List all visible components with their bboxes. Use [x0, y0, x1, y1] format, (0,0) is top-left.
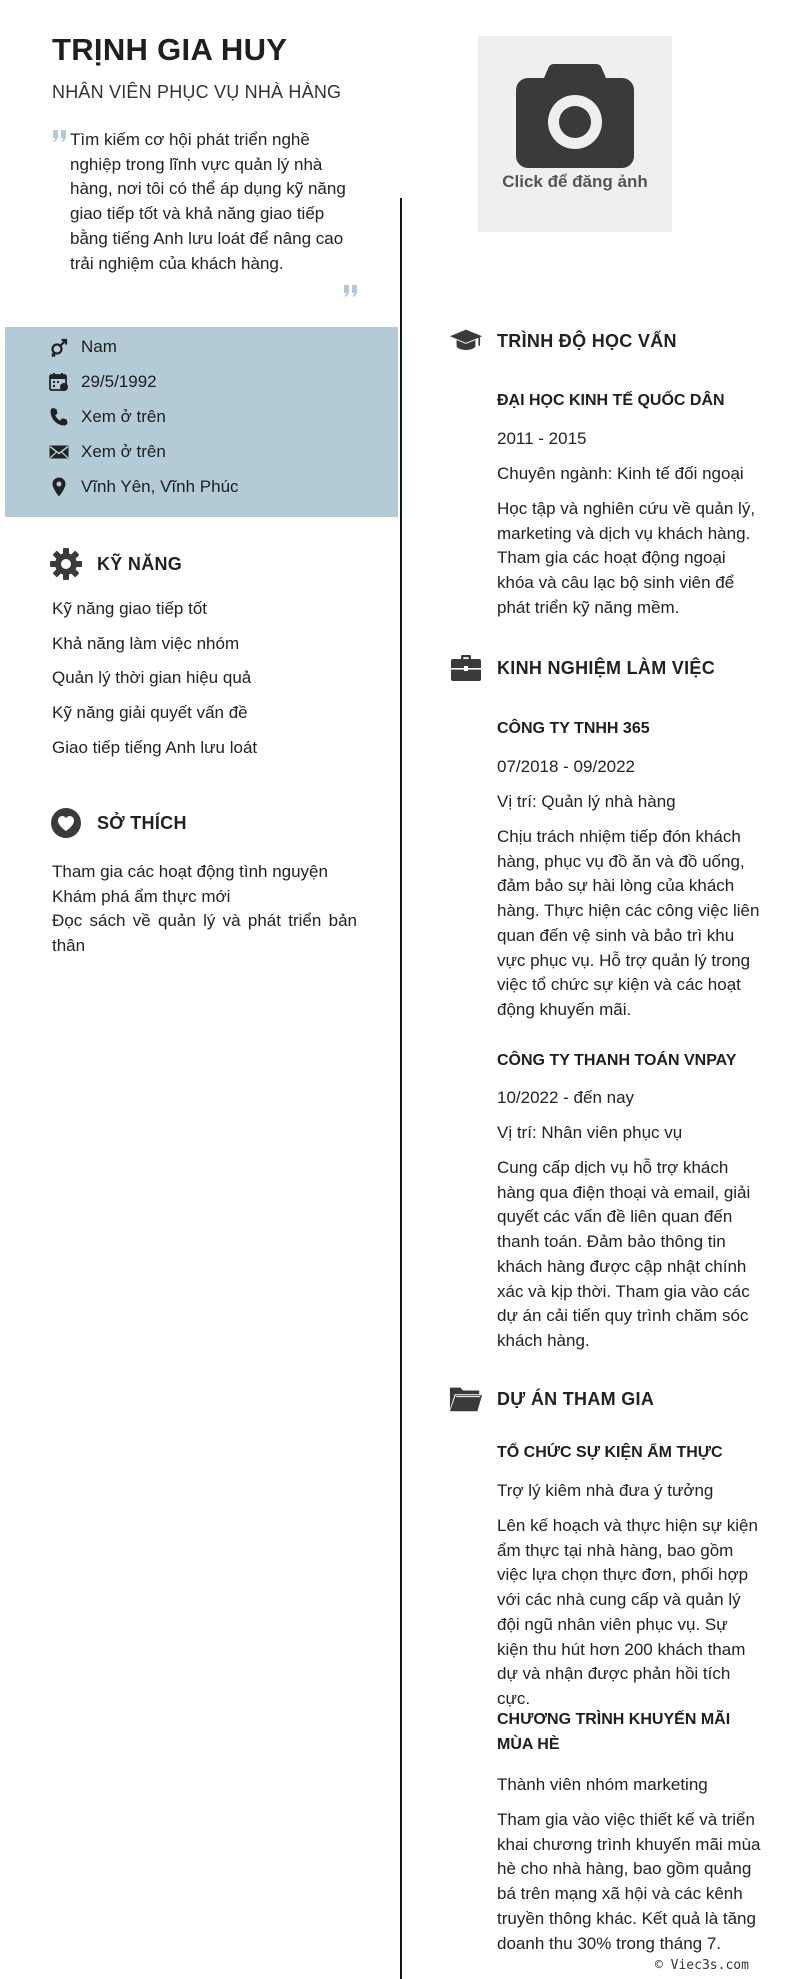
- photo-upload[interactable]: [478, 36, 672, 232]
- envelope-icon: [49, 442, 69, 462]
- job-role: Vị trí: Quản lý nhà hàng: [497, 792, 676, 811]
- job-period: 07/2018 - 09/2022: [497, 757, 636, 776]
- watermark: © Viec3s.com: [655, 1958, 749, 1973]
- project-description: Lên kế hoạch và thực hiện sự kiện ẩm thực tại nhà hàng, bao gồm việc lựa chọn thực đơn, phối hợp với các nhà cung cấp và quản lý đội ngũ nhân viên phục vụ. Sự kiện thu hút hơn 200 khách tham dự và nhận được phản hồi tích cực.: [497, 1516, 758, 1708]
- job-description: Chịu trách nhiệm tiếp đón khách hàng, phục vụ đồ ăn và đồ uống, đảm bảo sự hài lòng của khách hàng. Thực hiện các công việc liên quan đến vệ sinh và bảo trì khu vực phục vụ. Hỗ trợ quản lý trong việc tổ chức sự kiện và các hoạt động khuyến mãi.: [497, 827, 760, 1019]
- experience-title: KINH NGHIỆM LÀM VIỆC: [497, 657, 716, 678]
- education-major: Chuyên ngành: Kinh tế đối ngoại: [497, 464, 744, 483]
- skill-item: Giao tiếp tiếng Anh lưu loát: [52, 738, 258, 757]
- column-divider: [400, 198, 402, 1979]
- calendar-icon: [49, 372, 69, 392]
- experience-heading: [449, 651, 715, 685]
- project-description: Tham gia vào việc thiết kế và triển khai chương trình khuyến mãi mùa hè cho nhà hàng, bao gồm quảng bá trên mạng xã hội và các kênh truyền thông khác. Kết quả là tăng doanh thu 30% trong tháng 7.: [497, 1810, 761, 1953]
- info-birthday: [49, 369, 157, 395]
- skill-item: Khả năng làm việc nhóm: [52, 634, 240, 653]
- graduation-cap-icon: [449, 326, 483, 356]
- camera-icon: [516, 64, 634, 168]
- hobby-item: Đọc sách về quản lý và phát triển bản thân: [52, 911, 357, 956]
- hobbies-title: SỞ THÍCH: [97, 812, 187, 833]
- info-email: [49, 439, 166, 465]
- quote-open-icon: [52, 130, 68, 142]
- briefcase-icon: [450, 653, 482, 683]
- personal-info-panel: [5, 327, 398, 517]
- job-period: 10/2022 - đến nay: [497, 1088, 635, 1107]
- skills-heading: [49, 547, 182, 581]
- education-period: 2011 - 2015: [497, 429, 587, 448]
- skills-title: KỸ NĂNG: [97, 553, 183, 574]
- heart-icon: [50, 807, 82, 839]
- location-pin-icon: [49, 477, 69, 497]
- project-role: Thành viên nhóm marketing: [497, 1775, 708, 1794]
- info-gender: [49, 334, 117, 360]
- project-name: CHƯƠNG TRÌNH KHUYẾN MÃI MÙA HÈ: [497, 1711, 731, 1753]
- info-phone: [49, 404, 166, 430]
- project-role: Trợ lý kiêm nhà đưa ý tưởng: [497, 1481, 714, 1500]
- hobbies-list: [52, 860, 357, 959]
- education-heading: [449, 324, 677, 358]
- hobbies-heading: [49, 806, 187, 840]
- projects-heading: [449, 1382, 654, 1416]
- phone-icon: [49, 407, 69, 427]
- quote-close-icon: [343, 285, 359, 297]
- gear-icon: [50, 548, 82, 580]
- job-description: Cung cấp dịch vụ hỗ trợ khách hàng qua điện thoại và email, giải quyết các vấn đề liên quan đến thanh toán. Đảm bảo thông tin khách hàng được cập nhật chính xác và kịp thời. Tham gia vào các dự án cải tiến quy trình chăm sóc khách hàng.: [497, 1158, 751, 1350]
- projects-title: DỰ ÁN THAM GIA: [497, 1388, 655, 1409]
- school-name: ĐẠI HỌC KINH TẾ QUỐC DÂN: [497, 392, 725, 409]
- job-company: CÔNG TY THANH TOÁN VNPAY: [497, 1052, 737, 1069]
- hobby-item: Tham gia các hoạt động tình nguyện: [52, 862, 328, 881]
- skill-item: Quản lý thời gian hiệu quả: [52, 668, 252, 687]
- hobby-item: Khám phá ẩm thực mới: [52, 886, 231, 906]
- folder-icon: [449, 1384, 483, 1414]
- job-company: CÔNG TY TNHH 365: [497, 720, 650, 737]
- birthday-value: 29/5/1992: [81, 372, 157, 391]
- education-description: Học tập và nghiên cứu về quản lý, marketing và dịch vụ khách hàng. Tham gia các hoạt động ngoại khóa và câu lạc bộ sinh viên để phát triển kỹ năng mềm.: [497, 499, 756, 617]
- info-address: [49, 474, 239, 500]
- job-role: Vị trí: Nhân viên phục vụ: [497, 1123, 683, 1142]
- candidate-name: TRỊNH GIA HUY: [52, 32, 288, 67]
- gender-icon: [49, 337, 69, 357]
- job-position: NHÂN VIÊN PHỤC VỤ NHÀ HÀNG: [52, 82, 342, 102]
- email-value: Xem ở trên: [81, 442, 166, 461]
- gender-value: Nam: [81, 337, 117, 356]
- career-objective: Tìm kiếm cơ hội phát triển nghề nghiệp trong lĩnh vực quản lý nhà hàng, nơi tôi có thể áp dụng kỹ năng giao tiếp tốt và khả năng giao tiếp bằng tiếng Anh lưu loát để nâng cao trải nghiệm của khách hàng.: [70, 130, 346, 273]
- photo-caption: Click để đăng ảnh: [502, 172, 648, 191]
- education-title: TRÌNH ĐỘ HỌC VẤN: [497, 330, 677, 351]
- skill-item: Kỹ năng giao tiếp tốt: [52, 599, 208, 618]
- phone-value: Xem ở trên: [81, 407, 166, 426]
- address-value: Vĩnh Yên, Vĩnh Phúc: [81, 477, 239, 496]
- project-name: TỔ CHỨC SỰ KIỆN ẨM THỰC: [497, 1444, 723, 1461]
- skill-item: Kỹ năng giải quyết vấn đề: [52, 703, 248, 722]
